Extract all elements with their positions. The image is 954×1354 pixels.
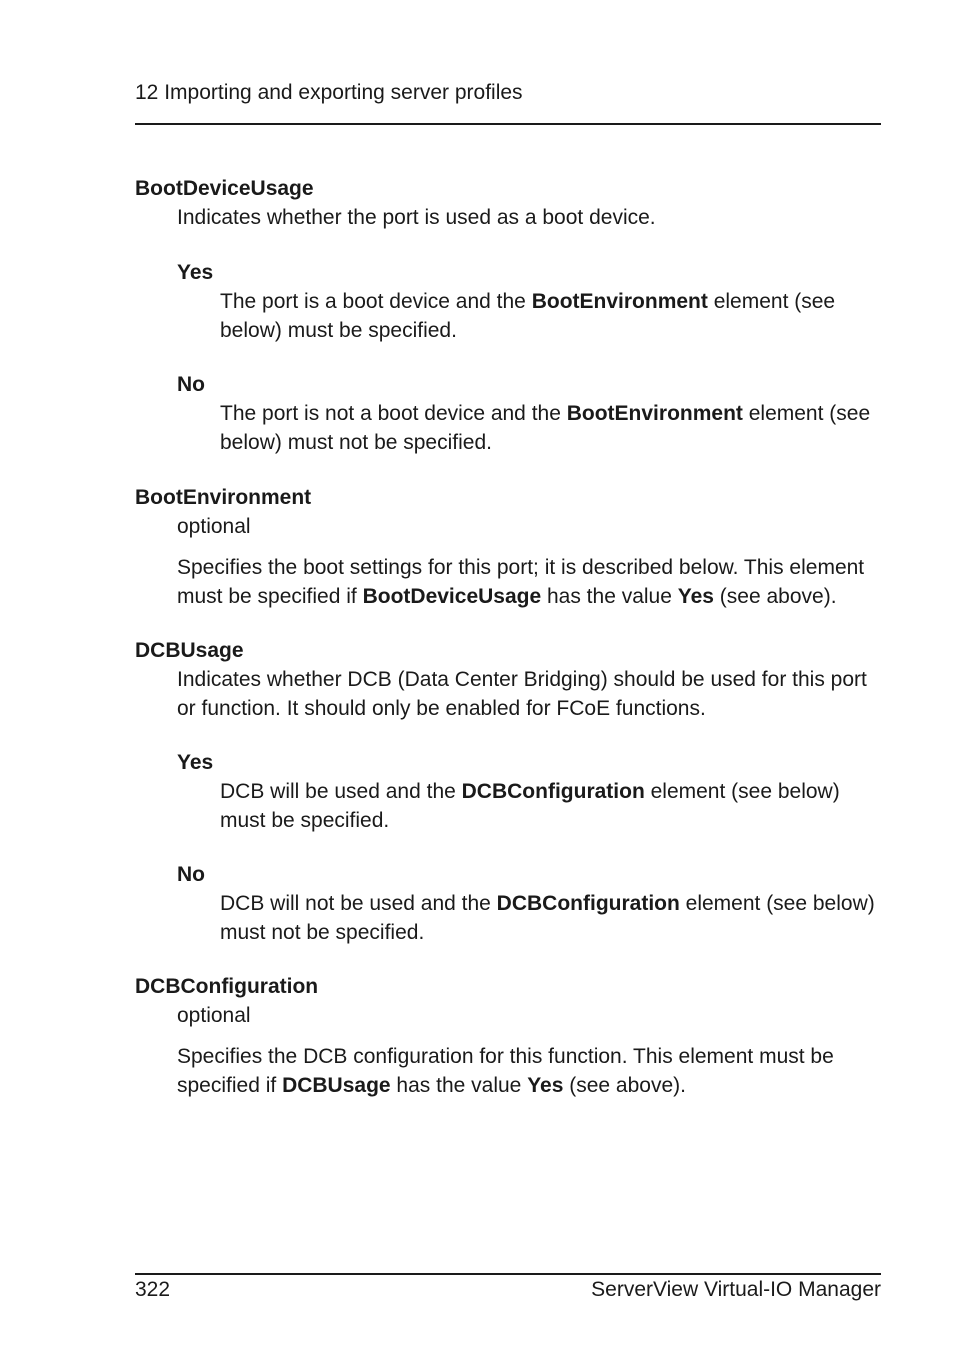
- entry-description: Indicates whether the port is used as a boot device.: [177, 206, 656, 229]
- optional-label: optional: [177, 1004, 251, 1027]
- value-text: [220, 777, 881, 835]
- value-yes: [177, 258, 881, 345]
- entry-description: [177, 1042, 881, 1100]
- value-reference: Yes: [527, 1074, 564, 1097]
- entry-definition: [177, 1001, 881, 1100]
- value-term: No: [177, 373, 205, 396]
- value-yes: [177, 748, 881, 835]
- element-reference: BootEnvironment: [531, 290, 708, 313]
- text-run: element (see below) must not be specified.: [220, 402, 871, 454]
- entry-term: DCBConfiguration: [135, 975, 319, 998]
- entry-term: BootEnvironment: [135, 486, 312, 509]
- value-text: [220, 889, 881, 947]
- text-run: The port is not a boot device and the: [220, 402, 567, 425]
- text-run: DCB will be used and the: [220, 780, 462, 803]
- value-definition: [220, 889, 881, 947]
- entry-dcb-usage: [135, 636, 881, 947]
- entry-description: [177, 553, 881, 611]
- text-run: element (see below) must be specified.: [220, 290, 836, 342]
- value-term: Yes: [177, 261, 214, 284]
- entry-dcb-configuration: [135, 972, 881, 1100]
- entry-definition: [177, 512, 881, 611]
- text-run: The port is a boot device and the: [220, 290, 532, 313]
- text-run: element (see below) must not be specified.: [220, 892, 875, 944]
- text-run: element (see below) must be specified.: [220, 780, 840, 832]
- text-run: DCB will not be used and the: [220, 892, 497, 915]
- entry-description: Indicates whether DCB (Data Center Bridging) should be used for this port or function. It should only be enabled for FCoE functions.: [177, 668, 867, 720]
- entry-term: DCBUsage: [135, 639, 244, 662]
- value-term: No: [177, 863, 205, 886]
- value-no: [177, 370, 881, 457]
- page-footer: [135, 1275, 881, 1304]
- entry-term: BootDeviceUsage: [135, 177, 314, 200]
- value-definition: [220, 777, 881, 835]
- header-rule: [135, 123, 881, 125]
- text-run: has the value: [541, 585, 678, 608]
- value-text: [220, 399, 881, 457]
- entry-definition: [177, 665, 881, 947]
- chapter-title: 12 Importing and exporting server profiles: [135, 81, 523, 104]
- value-term: Yes: [177, 751, 214, 774]
- value-text: [220, 287, 881, 345]
- value-definition: [220, 399, 881, 457]
- element-reference: DCBConfiguration: [496, 892, 680, 915]
- value-no: [177, 860, 881, 947]
- entry-boot-device-usage: [135, 174, 881, 457]
- optional-label: optional: [177, 515, 251, 538]
- page-content: [135, 174, 881, 1100]
- value-definition: [220, 287, 881, 345]
- entry-boot-environment: [135, 483, 881, 611]
- text-run: (see above).: [563, 1074, 686, 1097]
- document-title: ServerView Virtual-IO Manager: [591, 1278, 881, 1301]
- element-reference: DCBUsage: [282, 1074, 391, 1097]
- page-number: 322: [135, 1278, 171, 1301]
- text-run: has the value: [390, 1074, 528, 1097]
- element-reference: DCBConfiguration: [461, 780, 645, 803]
- text-run: Specifies the boot settings for this port; it is described below. This element must be specified if: [177, 556, 865, 608]
- element-reference: BootEnvironment: [566, 402, 743, 425]
- element-reference: BootDeviceUsage: [362, 585, 542, 608]
- page-header: [135, 78, 881, 107]
- entry-definition: [177, 203, 881, 457]
- text-run: Specifies the DCB configuration for this function. This element must be specified if: [177, 1045, 834, 1097]
- value-reference: Yes: [677, 585, 714, 608]
- text-run: (see above).: [713, 585, 837, 608]
